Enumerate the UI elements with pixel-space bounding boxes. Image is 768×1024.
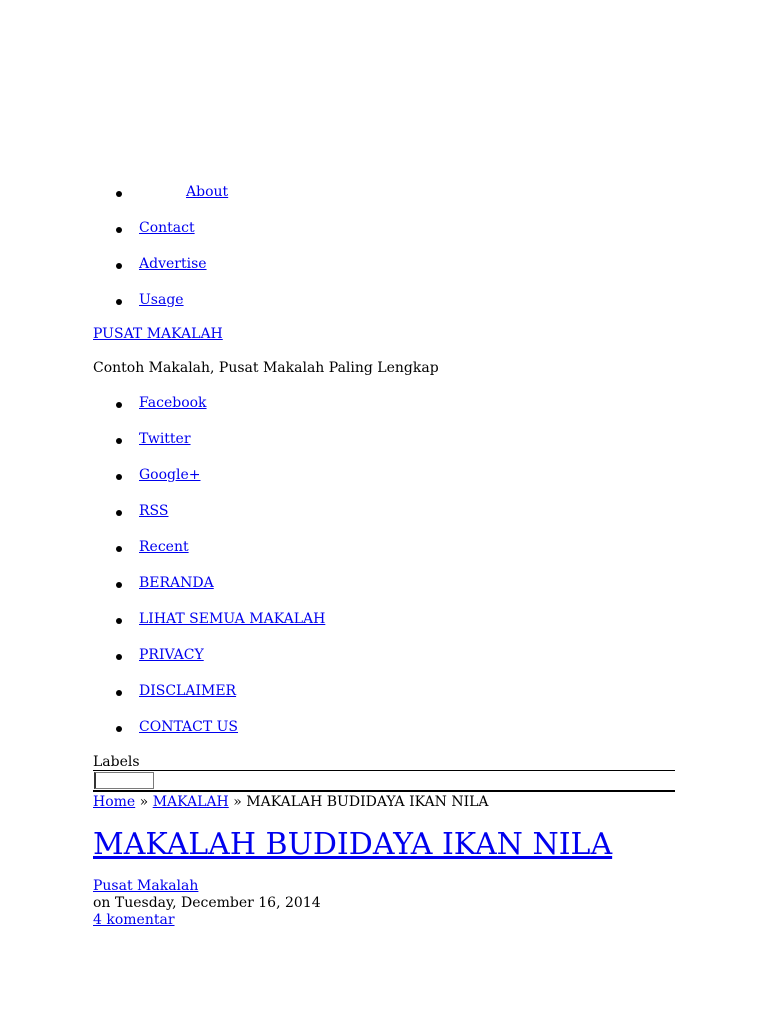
- bullet-icon: [116, 191, 122, 197]
- menu-link-recent[interactable]: Recent: [139, 539, 189, 555]
- bullet-icon: [116, 402, 122, 408]
- bullet-icon: [116, 654, 122, 660]
- bullet-icon: [116, 438, 122, 444]
- menu-link-twitter[interactable]: Twitter: [139, 431, 191, 447]
- post-title-link[interactable]: MAKALAH BUDIDAYA IKAN NILA: [93, 827, 613, 862]
- menu-link-facebook[interactable]: Facebook: [139, 395, 207, 411]
- bullet-icon: [116, 582, 122, 588]
- menu-link-privacy[interactable]: PRIVACY: [139, 647, 204, 663]
- breadcrumb: [93, 794, 489, 810]
- breadcrumb-category-link[interactable]: MAKALAH: [152, 794, 229, 810]
- menu-link-beranda[interactable]: BERANDA: [139, 575, 214, 591]
- menu-link-disclaimer[interactable]: DISCLAIMER: [139, 683, 237, 699]
- bullet-icon: [116, 690, 122, 696]
- menu-link-rss[interactable]: RSS: [139, 503, 169, 519]
- nav-link-contact[interactable]: Contact: [139, 220, 195, 236]
- breadcrumb-separator: »: [139, 794, 149, 810]
- menu-link-google-plus[interactable]: Google+: [139, 467, 201, 483]
- bullet-icon: [116, 726, 122, 732]
- breadcrumb-current: MAKALAH BUDIDAYA IKAN NILA: [246, 794, 489, 810]
- nav-link-about[interactable]: About: [186, 184, 229, 200]
- post-comments-link[interactable]: 4 komentar: [93, 912, 175, 928]
- bullet-icon: [116, 263, 122, 269]
- menu-link-contact-us[interactable]: CONTACT US: [139, 719, 239, 735]
- labels-heading: Labels: [93, 754, 140, 770]
- bullet-icon: [116, 227, 122, 233]
- nav-link-usage[interactable]: Usage: [139, 292, 184, 308]
- labels-search-bar: [93, 770, 675, 792]
- bullet-icon: [116, 510, 122, 516]
- bullet-icon: [116, 546, 122, 552]
- post-date: on Tuesday, December 16, 2014: [93, 895, 321, 911]
- site-description: Contoh Makalah, Pusat Makalah Paling Lengkap: [93, 360, 439, 376]
- bullet-icon: [116, 618, 122, 624]
- post-title: [93, 826, 612, 864]
- menu-link-lihat-semua-makalah[interactable]: LIHAT SEMUA MAKALAH: [139, 611, 326, 627]
- bullet-icon: [116, 474, 122, 480]
- site-title-link[interactable]: PUSAT MAKALAH: [93, 326, 223, 342]
- bullet-icon: [116, 299, 122, 305]
- labels-search-input[interactable]: [94, 772, 154, 789]
- breadcrumb-separator: »: [233, 794, 242, 810]
- post-author-link[interactable]: Pusat Makalah: [93, 878, 199, 894]
- nav-link-advertise[interactable]: Advertise: [139, 256, 207, 272]
- breadcrumb-home-link[interactable]: Home: [93, 794, 136, 810]
